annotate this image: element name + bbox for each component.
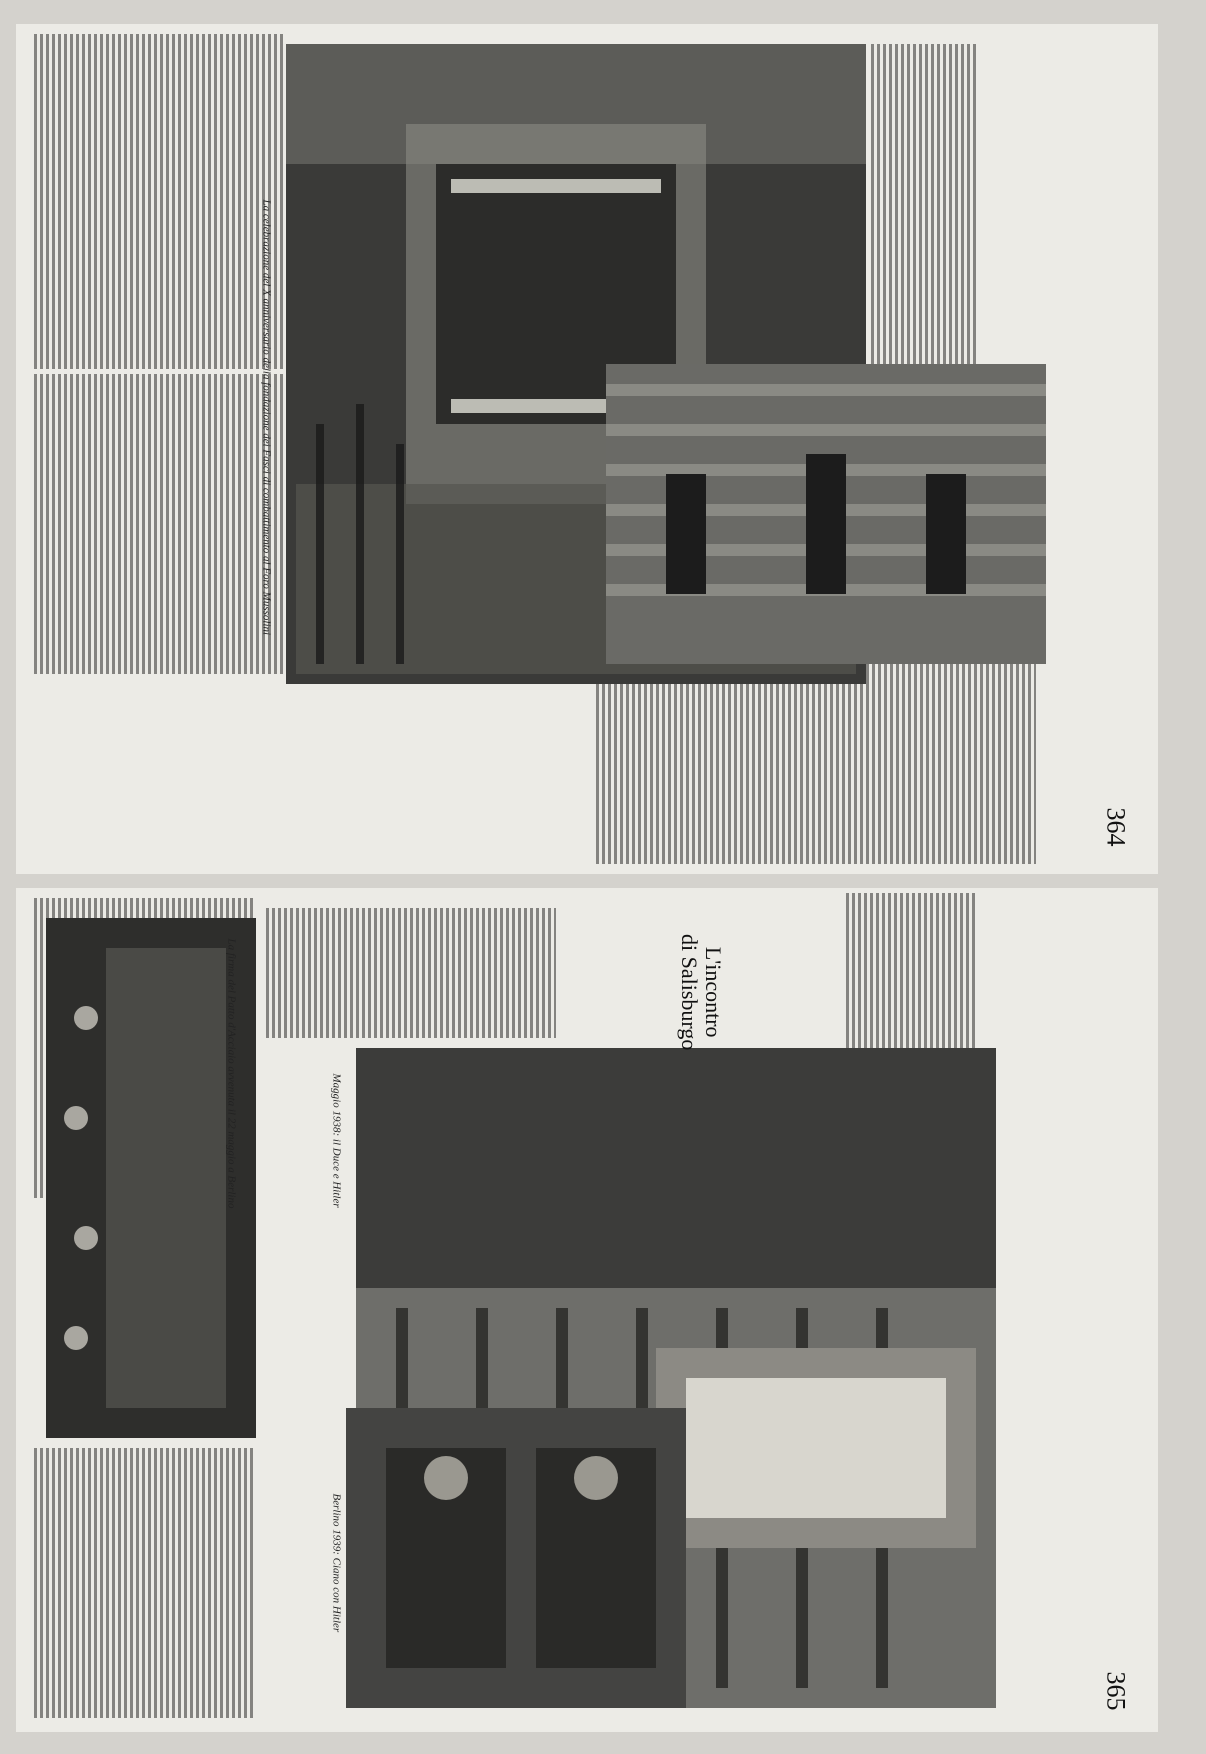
salisburgo-heading: L'incontro di Salisburgo xyxy=(677,934,727,1051)
right-page xyxy=(16,888,1158,1732)
left-page xyxy=(16,24,1158,874)
right-page-number: 365 xyxy=(1101,1671,1131,1711)
left-text-block-bottom-left xyxy=(34,374,284,674)
pact-signing-photo xyxy=(46,918,256,1438)
rally-photo-caption: La celebrazione del X anniversario della fondazione dei Fasci di combattimento al Foro Mussolini xyxy=(260,199,273,636)
berlin-stairs-graphic xyxy=(606,364,1046,664)
berlin-stairs-photo xyxy=(606,364,1046,664)
pact-signing-caption: La firma del Patto d'Acciaio avvenuta il 22 maggio a Berlino xyxy=(225,938,238,1209)
hitler-ciano-photo xyxy=(346,1408,686,1708)
left-text-block-middle xyxy=(596,664,1036,864)
left-page-number: 364 xyxy=(1101,807,1131,847)
berlin-photo-caption: Maggio 1938: il Duce e Hitler xyxy=(330,1073,343,1208)
hitler-ciano-caption: Berlino 1939: Ciano con Hitler xyxy=(330,1493,343,1633)
left-text-block-top-left xyxy=(34,34,284,369)
left-text-block-top-right xyxy=(871,44,976,364)
pact-signing-graphic xyxy=(46,918,256,1438)
hitler-ciano-graphic xyxy=(346,1408,686,1708)
right-text-block-bottom-left xyxy=(34,1448,254,1718)
right-text-block-middle xyxy=(266,908,556,1038)
